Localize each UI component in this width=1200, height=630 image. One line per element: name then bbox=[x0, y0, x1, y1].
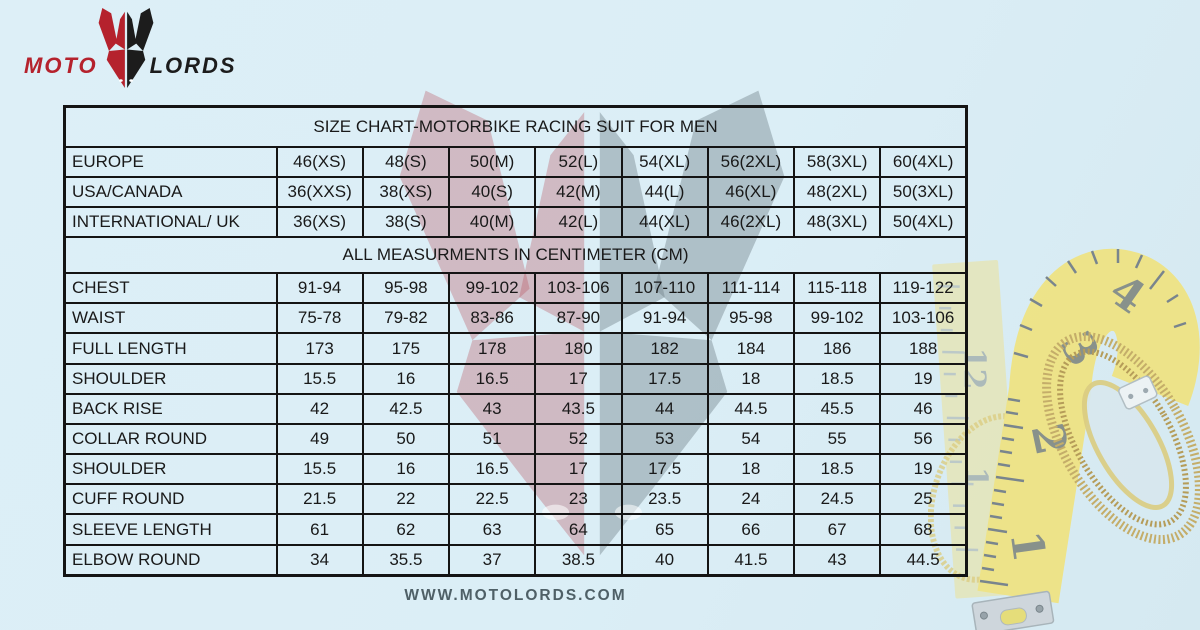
table-row bbox=[65, 177, 967, 207]
measuring-tape-image bbox=[928, 233, 1200, 630]
measurement-cell: 115-118 bbox=[794, 273, 880, 303]
measurement-cell: 23 bbox=[535, 484, 621, 514]
measurement-cell: 184 bbox=[708, 333, 794, 363]
measurement-cell: 24 bbox=[708, 484, 794, 514]
measurement-cell: 25 bbox=[880, 484, 966, 514]
size-cell: 42(L) bbox=[535, 207, 621, 237]
measurement-cell: 40 bbox=[622, 545, 708, 576]
size-cell: 38(XS) bbox=[363, 177, 449, 207]
table-row bbox=[65, 273, 967, 303]
size-cell: 36(XXS) bbox=[277, 177, 363, 207]
measurement-cell: 16.5 bbox=[449, 364, 535, 394]
measurement-cell: 95-98 bbox=[363, 273, 449, 303]
table-row bbox=[65, 394, 967, 424]
row-label: SHOULDER bbox=[65, 454, 277, 484]
table-row bbox=[65, 364, 967, 394]
tape-number: 12 bbox=[956, 347, 992, 390]
row-label: CUFF ROUND bbox=[65, 484, 277, 514]
measurement-cell: 119-122 bbox=[880, 273, 966, 303]
measurement-cell: 107-110 bbox=[622, 273, 708, 303]
measurement-cell: 66 bbox=[708, 514, 794, 544]
tape-number: 3 bbox=[1049, 322, 1109, 375]
measurement-cell: 91-94 bbox=[622, 303, 708, 333]
table-row bbox=[65, 484, 967, 514]
measurement-cell: 18.5 bbox=[794, 454, 880, 484]
measurement-cell: 21.5 bbox=[277, 484, 363, 514]
table-row bbox=[65, 303, 967, 333]
row-label: EUROPE bbox=[65, 147, 277, 177]
table-row bbox=[65, 424, 967, 454]
measurement-cell: 63 bbox=[449, 514, 535, 544]
measurement-cell: 99-102 bbox=[794, 303, 880, 333]
size-cell: 38(S) bbox=[363, 207, 449, 237]
measurement-cell: 17 bbox=[535, 454, 621, 484]
row-label: SLEEVE LENGTH bbox=[65, 514, 277, 544]
measurement-cell: 45.5 bbox=[794, 394, 880, 424]
measurement-cell: 18 bbox=[708, 364, 794, 394]
size-cell: 48(S) bbox=[363, 147, 449, 177]
measurement-cell: 83-86 bbox=[449, 303, 535, 333]
size-cell: 54(XL) bbox=[622, 147, 708, 177]
table-title-row bbox=[65, 107, 967, 147]
measurement-cell: 17 bbox=[535, 364, 621, 394]
measurement-cell: 188 bbox=[880, 333, 966, 363]
size-cell: 52(L) bbox=[535, 147, 621, 177]
measurement-cell: 22 bbox=[363, 484, 449, 514]
measurement-cell: 16.5 bbox=[449, 454, 535, 484]
size-cell: 56(2XL) bbox=[708, 147, 794, 177]
measurement-cell: 103-106 bbox=[535, 273, 621, 303]
measurement-cell: 34 bbox=[277, 545, 363, 576]
measurement-cell: 50 bbox=[363, 424, 449, 454]
measurement-cell: 42.5 bbox=[363, 394, 449, 424]
size-cell: 48(2XL) bbox=[794, 177, 880, 207]
measurement-cell: 182 bbox=[622, 333, 708, 363]
table-row bbox=[65, 333, 967, 363]
size-conversion-rows bbox=[65, 147, 967, 238]
measurement-cell: 15.5 bbox=[277, 364, 363, 394]
measurement-cell: 44 bbox=[622, 394, 708, 424]
size-cell: 46(XL) bbox=[708, 177, 794, 207]
measurement-cell: 44.5 bbox=[708, 394, 794, 424]
measurement-cell: 15.5 bbox=[277, 454, 363, 484]
measurement-cell: 91-94 bbox=[277, 273, 363, 303]
units-banner-row bbox=[65, 237, 967, 273]
measurement-cell: 61 bbox=[277, 514, 363, 544]
measurement-cell: 95-98 bbox=[708, 303, 794, 333]
measurement-cell: 173 bbox=[277, 333, 363, 363]
size-cell: 60(4XL) bbox=[880, 147, 966, 177]
size-cell: 46(XS) bbox=[277, 147, 363, 177]
tape-number: 2 bbox=[1020, 418, 1077, 460]
measurement-cell: 18.5 bbox=[794, 364, 880, 394]
size-chart-table bbox=[63, 105, 968, 577]
row-label: SHOULDER bbox=[65, 364, 277, 394]
row-label: CHEST bbox=[65, 273, 277, 303]
size-cell: 50(M) bbox=[449, 147, 535, 177]
row-label: COLLAR ROUND bbox=[65, 424, 277, 454]
measurement-cell: 46 bbox=[880, 394, 966, 424]
row-label: USA/CANADA bbox=[65, 177, 277, 207]
measurement-cell: 16 bbox=[363, 454, 449, 484]
size-cell: 44(L) bbox=[622, 177, 708, 207]
measurement-cell: 19 bbox=[880, 454, 966, 484]
row-label: FULL LENGTH bbox=[65, 333, 277, 363]
size-cell: 50(3XL) bbox=[880, 177, 966, 207]
table-title: SIZE CHART-MOTORBIKE RACING SUIT FOR MEN bbox=[65, 107, 967, 147]
measurement-cell: 16 bbox=[363, 364, 449, 394]
tape-end-clip bbox=[972, 591, 1054, 630]
measurement-cell: 18 bbox=[708, 454, 794, 484]
measurement-cell: 79-82 bbox=[363, 303, 449, 333]
website-url: WWW.MOTOLORDS.COM bbox=[404, 587, 627, 604]
measurement-cell: 52 bbox=[535, 424, 621, 454]
tape-number: 1 bbox=[999, 527, 1055, 565]
measurement-cell: 35.5 bbox=[363, 545, 449, 576]
measurement-cell: 17.5 bbox=[622, 454, 708, 484]
measurement-cell: 23.5 bbox=[622, 484, 708, 514]
measurement-cell: 87-90 bbox=[535, 303, 621, 333]
measurement-cell: 54 bbox=[708, 424, 794, 454]
table-row bbox=[65, 147, 967, 177]
measurement-cell: 41.5 bbox=[708, 545, 794, 576]
units-banner: ALL MEASURMENTS IN CENTIMETER (CM) bbox=[65, 237, 967, 273]
row-label: INTERNATIONAL/ UK bbox=[65, 207, 277, 237]
measurement-cell: 43.5 bbox=[535, 394, 621, 424]
tape-number: 1 bbox=[958, 466, 994, 488]
measurement-cell: 22.5 bbox=[449, 484, 535, 514]
row-label: WAIST bbox=[65, 303, 277, 333]
measurement-cell: 43 bbox=[794, 545, 880, 576]
size-cell: 40(S) bbox=[449, 177, 535, 207]
table-row bbox=[65, 207, 967, 237]
measurement-cell: 111-114 bbox=[708, 273, 794, 303]
measurement-cell: 180 bbox=[535, 333, 621, 363]
measurement-cell: 67 bbox=[794, 514, 880, 544]
row-label: ELBOW ROUND bbox=[65, 545, 277, 576]
measurement-cell: 49 bbox=[277, 424, 363, 454]
measurement-cell: 24.5 bbox=[794, 484, 880, 514]
measurement-cell: 53 bbox=[622, 424, 708, 454]
measurement-cell: 37 bbox=[449, 545, 535, 576]
brand-name-moto: MOTO bbox=[24, 53, 98, 78]
measurement-cell: 43 bbox=[449, 394, 535, 424]
size-cell: 50(4XL) bbox=[880, 207, 966, 237]
measurement-cell: 68 bbox=[880, 514, 966, 544]
size-cell: 40(M) bbox=[449, 207, 535, 237]
measurement-cell: 17.5 bbox=[622, 364, 708, 394]
measurement-cell: 19 bbox=[880, 364, 966, 394]
measurement-cell: 42 bbox=[277, 394, 363, 424]
measurement-cell: 175 bbox=[363, 333, 449, 363]
measurement-cell: 65 bbox=[622, 514, 708, 544]
measurement-cell: 51 bbox=[449, 424, 535, 454]
size-cell: 46(2XL) bbox=[708, 207, 794, 237]
measurement-cell: 62 bbox=[363, 514, 449, 544]
measurement-cell: 186 bbox=[794, 333, 880, 363]
size-cell: 48(3XL) bbox=[794, 207, 880, 237]
measurement-cell: 55 bbox=[794, 424, 880, 454]
size-cell: 36(XS) bbox=[277, 207, 363, 237]
table-row bbox=[65, 454, 967, 484]
measurement-cell: 75-78 bbox=[277, 303, 363, 333]
measurement-cell: 64 bbox=[535, 514, 621, 544]
size-cell: 42(M) bbox=[535, 177, 621, 207]
measurement-cell: 44.5 bbox=[880, 545, 966, 576]
size-cell: 44(XL) bbox=[622, 207, 708, 237]
measurement-cell: 56 bbox=[880, 424, 966, 454]
size-cell: 58(3XL) bbox=[794, 147, 880, 177]
table-row bbox=[65, 514, 967, 544]
measurement-cell: 103-106 bbox=[880, 303, 966, 333]
brand-name-lords: LORDS bbox=[149, 53, 237, 78]
brand-logo bbox=[24, 6, 237, 90]
table-row bbox=[65, 545, 967, 576]
measurement-cell: 38.5 bbox=[535, 545, 621, 576]
measurement-cell: 99-102 bbox=[449, 273, 535, 303]
measurement-cell: 178 bbox=[449, 333, 535, 363]
row-label: BACK RISE bbox=[65, 394, 277, 424]
measurement-rows bbox=[65, 273, 967, 575]
tape-number: 4 bbox=[1099, 264, 1155, 325]
